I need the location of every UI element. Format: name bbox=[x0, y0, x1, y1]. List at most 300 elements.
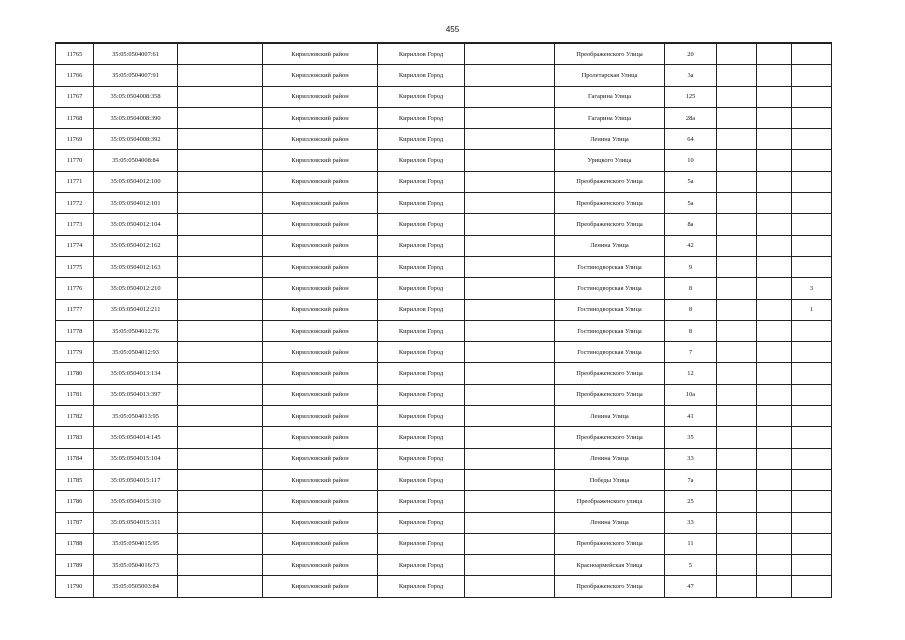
street-cell: Ленина Улица bbox=[555, 448, 665, 469]
cadastral-number-cell: 35:05:0504015:310 bbox=[94, 491, 178, 512]
row-number-cell: 11788 bbox=[56, 533, 94, 554]
district-cell: Кирилловский район bbox=[263, 278, 378, 299]
empty-cell bbox=[757, 65, 792, 86]
house-number-cell: 12 bbox=[665, 363, 717, 384]
empty-cell bbox=[178, 576, 263, 597]
district-cell: Кирилловский район bbox=[263, 469, 378, 490]
house-number-cell: 10 bbox=[665, 150, 717, 171]
settlement-cell: Кириллов Город bbox=[378, 384, 465, 405]
empty-cell bbox=[717, 427, 757, 448]
empty-cell bbox=[757, 214, 792, 235]
street-cell: Урицкого Улица bbox=[555, 150, 665, 171]
cadastral-number-cell: 35:05:0504007:91 bbox=[94, 65, 178, 86]
settlement-cell: Кириллов Город bbox=[378, 555, 465, 576]
settlement-cell: Кириллов Город bbox=[378, 576, 465, 597]
cadastral-number-cell: 35:05:0504015:117 bbox=[94, 469, 178, 490]
empty-cell bbox=[465, 512, 555, 533]
empty-cell bbox=[465, 214, 555, 235]
settlement-cell: Кириллов Город bbox=[378, 214, 465, 235]
empty-cell bbox=[717, 171, 757, 192]
row-number-cell: 11772 bbox=[56, 193, 94, 214]
table-row bbox=[56, 448, 832, 469]
empty-cell bbox=[178, 129, 263, 150]
table-row bbox=[56, 555, 832, 576]
row-number-cell: 11766 bbox=[56, 65, 94, 86]
table-row bbox=[56, 320, 832, 341]
extra-number-cell: 3 bbox=[792, 278, 832, 299]
district-cell: Кирилловский район bbox=[263, 533, 378, 554]
empty-cell bbox=[717, 278, 757, 299]
property-register-table bbox=[55, 42, 832, 598]
row-number-cell: 11771 bbox=[56, 171, 94, 192]
extra-number-cell bbox=[792, 363, 832, 384]
table-row bbox=[56, 469, 832, 490]
extra-number-cell bbox=[792, 65, 832, 86]
empty-cell bbox=[757, 171, 792, 192]
table-row bbox=[56, 65, 832, 86]
house-number-cell: 8 bbox=[665, 299, 717, 320]
street-cell: Преображенского Улица bbox=[555, 576, 665, 597]
house-number-cell: 64 bbox=[665, 129, 717, 150]
row-number-cell: 11770 bbox=[56, 150, 94, 171]
district-cell: Кирилловский район bbox=[263, 150, 378, 171]
cadastral-number-cell: 35:05:0504013:95 bbox=[94, 406, 178, 427]
extra-number-cell bbox=[792, 406, 832, 427]
empty-cell bbox=[717, 384, 757, 405]
empty-cell bbox=[717, 65, 757, 86]
empty-cell bbox=[465, 299, 555, 320]
row-number-cell: 11779 bbox=[56, 342, 94, 363]
empty-cell bbox=[717, 235, 757, 256]
empty-cell bbox=[178, 384, 263, 405]
empty-cell bbox=[717, 320, 757, 341]
empty-cell bbox=[757, 533, 792, 554]
empty-cell bbox=[178, 320, 263, 341]
cadastral-number-cell: 35:05:0504012:93 bbox=[94, 342, 178, 363]
settlement-cell: Кириллов Город bbox=[378, 491, 465, 512]
empty-cell bbox=[465, 235, 555, 256]
empty-cell bbox=[757, 342, 792, 363]
district-cell: Кирилловский район bbox=[263, 107, 378, 128]
extra-number-cell bbox=[792, 320, 832, 341]
row-number-cell: 11774 bbox=[56, 235, 94, 256]
district-cell: Кирилловский район bbox=[263, 320, 378, 341]
empty-cell bbox=[717, 256, 757, 277]
street-cell: Пролетарская Улица bbox=[555, 65, 665, 86]
district-cell: Кирилловский район bbox=[263, 555, 378, 576]
settlement-cell: Кириллов Город bbox=[378, 107, 465, 128]
cadastral-number-cell: 35:05:0504012:76 bbox=[94, 320, 178, 341]
settlement-cell: Кириллов Город bbox=[378, 86, 465, 107]
district-cell: Кирилловский район bbox=[263, 65, 378, 86]
house-number-cell: 35 bbox=[665, 427, 717, 448]
empty-cell bbox=[757, 363, 792, 384]
empty-cell bbox=[717, 469, 757, 490]
empty-cell bbox=[178, 555, 263, 576]
street-cell: Преображенского Улица bbox=[555, 363, 665, 384]
street-cell: Гостинодворская Улица bbox=[555, 278, 665, 299]
district-cell: Кирилловский район bbox=[263, 491, 378, 512]
empty-cell bbox=[178, 86, 263, 107]
empty-cell bbox=[465, 150, 555, 171]
extra-number-cell bbox=[792, 555, 832, 576]
empty-cell bbox=[717, 43, 757, 65]
extra-number-cell bbox=[792, 342, 832, 363]
settlement-cell: Кириллов Город bbox=[378, 512, 465, 533]
empty-cell bbox=[178, 214, 263, 235]
empty-cell bbox=[757, 427, 792, 448]
house-number-cell: 47 bbox=[665, 576, 717, 597]
table-row bbox=[56, 43, 832, 65]
street-cell: Преображенского Улица bbox=[555, 384, 665, 405]
empty-cell bbox=[757, 469, 792, 490]
district-cell: Кирилловский район bbox=[263, 363, 378, 384]
empty-cell bbox=[465, 406, 555, 427]
empty-cell bbox=[757, 86, 792, 107]
table-row bbox=[56, 278, 832, 299]
row-number-cell: 11775 bbox=[56, 256, 94, 277]
house-number-cell: 9 bbox=[665, 256, 717, 277]
district-cell: Кирилловский район bbox=[263, 235, 378, 256]
district-cell: Кирилловский район bbox=[263, 129, 378, 150]
empty-cell bbox=[757, 491, 792, 512]
table-row bbox=[56, 193, 832, 214]
district-cell: Кирилловский район bbox=[263, 576, 378, 597]
empty-cell bbox=[178, 448, 263, 469]
house-number-cell: 42 bbox=[665, 235, 717, 256]
cadastral-number-cell: 35:05:0504012:210 bbox=[94, 278, 178, 299]
table-row bbox=[56, 576, 832, 597]
empty-cell bbox=[717, 193, 757, 214]
empty-cell bbox=[757, 512, 792, 533]
extra-number-cell bbox=[792, 469, 832, 490]
settlement-cell: Кириллов Город bbox=[378, 65, 465, 86]
empty-cell bbox=[717, 86, 757, 107]
house-number-cell: 8 bbox=[665, 320, 717, 341]
district-cell: Кирилловский район bbox=[263, 256, 378, 277]
empty-cell bbox=[465, 86, 555, 107]
settlement-cell: Кириллов Город bbox=[378, 406, 465, 427]
extra-number-cell bbox=[792, 107, 832, 128]
extra-number-cell bbox=[792, 214, 832, 235]
empty-cell bbox=[717, 129, 757, 150]
table-row bbox=[56, 107, 832, 128]
empty-cell bbox=[178, 469, 263, 490]
empty-cell bbox=[465, 448, 555, 469]
row-number-cell: 11781 bbox=[56, 384, 94, 405]
cadastral-number-cell: 35:05:0504012:104 bbox=[94, 214, 178, 235]
empty-cell bbox=[178, 512, 263, 533]
row-number-cell: 11785 bbox=[56, 469, 94, 490]
street-cell: Преображенского Улица bbox=[555, 214, 665, 235]
street-cell: Преображенского Улица bbox=[555, 43, 665, 65]
street-cell: Преображенского Улица bbox=[555, 533, 665, 554]
empty-cell bbox=[465, 256, 555, 277]
empty-cell bbox=[717, 448, 757, 469]
cadastral-number-cell: 35:05:0504012:163 bbox=[94, 256, 178, 277]
cadastral-number-cell: 35:05:0504015:311 bbox=[94, 512, 178, 533]
table-row bbox=[56, 86, 832, 107]
empty-cell bbox=[178, 256, 263, 277]
cadastral-number-cell: 35:05:0504016:73 bbox=[94, 555, 178, 576]
settlement-cell: Кириллов Город bbox=[378, 43, 465, 65]
district-cell: Кирилловский район bbox=[263, 214, 378, 235]
row-number-cell: 11789 bbox=[56, 555, 94, 576]
row-number-cell: 11790 bbox=[56, 576, 94, 597]
empty-cell bbox=[178, 193, 263, 214]
table-row bbox=[56, 491, 832, 512]
extra-number-cell bbox=[792, 129, 832, 150]
extra-number-cell bbox=[792, 193, 832, 214]
empty-cell bbox=[178, 363, 263, 384]
cadastral-number-cell: 35:05:0504012:100 bbox=[94, 171, 178, 192]
empty-cell bbox=[178, 342, 263, 363]
extra-number-cell bbox=[792, 448, 832, 469]
empty-cell bbox=[465, 533, 555, 554]
empty-cell bbox=[178, 299, 263, 320]
house-number-cell: 5 bbox=[665, 555, 717, 576]
table-row bbox=[56, 427, 832, 448]
extra-number-cell bbox=[792, 150, 832, 171]
empty-cell bbox=[178, 171, 263, 192]
extra-number-cell bbox=[792, 235, 832, 256]
house-number-cell: 20 bbox=[665, 43, 717, 65]
house-number-cell: 10а bbox=[665, 384, 717, 405]
settlement-cell: Кириллов Город bbox=[378, 427, 465, 448]
empty-cell bbox=[465, 320, 555, 341]
cadastral-number-cell: 35:05:0504014:145 bbox=[94, 427, 178, 448]
street-cell: Победы Улица bbox=[555, 469, 665, 490]
empty-cell bbox=[465, 171, 555, 192]
district-cell: Кирилловский район bbox=[263, 427, 378, 448]
empty-cell bbox=[465, 65, 555, 86]
row-number-cell: 11780 bbox=[56, 363, 94, 384]
house-number-cell: 7 bbox=[665, 342, 717, 363]
empty-cell bbox=[757, 107, 792, 128]
cadastral-number-cell: 35:05:0504007:61 bbox=[94, 43, 178, 65]
table-row bbox=[56, 150, 832, 171]
cadastral-number-cell: 35:05:0504008:392 bbox=[94, 129, 178, 150]
extra-number-cell: 1 bbox=[792, 299, 832, 320]
house-number-cell: 125 bbox=[665, 86, 717, 107]
extra-number-cell bbox=[792, 491, 832, 512]
settlement-cell: Кириллов Город bbox=[378, 320, 465, 341]
empty-cell bbox=[178, 406, 263, 427]
settlement-cell: Кириллов Город bbox=[378, 299, 465, 320]
settlement-cell: Кириллов Город bbox=[378, 342, 465, 363]
street-cell: Преображенского Улица bbox=[555, 193, 665, 214]
cadastral-number-cell: 35:05:0504013:134 bbox=[94, 363, 178, 384]
table-row bbox=[56, 384, 832, 405]
empty-cell bbox=[178, 65, 263, 86]
cadastral-number-cell: 35:05:0504013:397 bbox=[94, 384, 178, 405]
extra-number-cell bbox=[792, 427, 832, 448]
table-row bbox=[56, 235, 832, 256]
cadastral-number-cell: 35:05:0504012:162 bbox=[94, 235, 178, 256]
settlement-cell: Кириллов Город bbox=[378, 469, 465, 490]
street-cell: Гагарина Улица bbox=[555, 86, 665, 107]
empty-cell bbox=[178, 43, 263, 65]
district-cell: Кирилловский район bbox=[263, 299, 378, 320]
street-cell: Ленина Улица bbox=[555, 406, 665, 427]
district-cell: Кирилловский район bbox=[263, 43, 378, 65]
table-row bbox=[56, 406, 832, 427]
empty-cell bbox=[717, 363, 757, 384]
empty-cell bbox=[757, 555, 792, 576]
empty-cell bbox=[178, 278, 263, 299]
house-number-cell: 5а bbox=[665, 171, 717, 192]
table-row bbox=[56, 129, 832, 150]
empty-cell bbox=[178, 235, 263, 256]
cadastral-number-cell: 35:05:0504015:104 bbox=[94, 448, 178, 469]
empty-cell bbox=[465, 427, 555, 448]
house-number-cell: 28а bbox=[665, 107, 717, 128]
row-number-cell: 11782 bbox=[56, 406, 94, 427]
settlement-cell: Кириллов Город bbox=[378, 235, 465, 256]
house-number-cell: 8а bbox=[665, 214, 717, 235]
table-row bbox=[56, 342, 832, 363]
district-cell: Кирилловский район bbox=[263, 406, 378, 427]
street-cell: Красноармейская Улица bbox=[555, 555, 665, 576]
extra-number-cell bbox=[792, 576, 832, 597]
extra-number-cell bbox=[792, 171, 832, 192]
empty-cell bbox=[717, 555, 757, 576]
empty-cell bbox=[465, 363, 555, 384]
empty-cell bbox=[757, 129, 792, 150]
table-row bbox=[56, 533, 832, 554]
empty-cell bbox=[465, 43, 555, 65]
cadastral-number-cell: 35:05:0505003:84 bbox=[94, 576, 178, 597]
house-number-cell: 33 bbox=[665, 512, 717, 533]
table-row bbox=[56, 299, 832, 320]
page-number: 455 bbox=[445, 25, 460, 34]
empty-cell bbox=[178, 491, 263, 512]
street-cell: Гостинодворская Улица bbox=[555, 299, 665, 320]
cadastral-number-cell: 35:05:0504012:101 bbox=[94, 193, 178, 214]
empty-cell bbox=[757, 235, 792, 256]
row-number-cell: 11778 bbox=[56, 320, 94, 341]
row-number-cell: 11767 bbox=[56, 86, 94, 107]
cadastral-number-cell: 35:05:0504015:95 bbox=[94, 533, 178, 554]
district-cell: Кирилловский район bbox=[263, 86, 378, 107]
empty-cell bbox=[757, 150, 792, 171]
settlement-cell: Кириллов Город bbox=[378, 256, 465, 277]
extra-number-cell bbox=[792, 512, 832, 533]
empty-cell bbox=[757, 406, 792, 427]
table-row bbox=[56, 256, 832, 277]
district-cell: Кирилловский район bbox=[263, 512, 378, 533]
house-number-cell: 7а bbox=[665, 469, 717, 490]
table-body bbox=[56, 43, 832, 597]
empty-cell bbox=[717, 576, 757, 597]
row-number-cell: 11786 bbox=[56, 491, 94, 512]
house-number-cell: 33 bbox=[665, 448, 717, 469]
empty-cell bbox=[717, 342, 757, 363]
empty-cell bbox=[465, 555, 555, 576]
street-cell: Ленина Улица bbox=[555, 129, 665, 150]
settlement-cell: Кириллов Город bbox=[378, 533, 465, 554]
street-cell: Гостинодворская Улица bbox=[555, 320, 665, 341]
extra-number-cell bbox=[792, 384, 832, 405]
row-number-cell: 11777 bbox=[56, 299, 94, 320]
empty-cell bbox=[465, 107, 555, 128]
street-cell: Преображенского Улица bbox=[555, 171, 665, 192]
row-number-cell: 11776 bbox=[56, 278, 94, 299]
empty-cell bbox=[178, 107, 263, 128]
cadastral-number-cell: 35:05:0504008:358 bbox=[94, 86, 178, 107]
street-cell: Преображенского Улица bbox=[555, 427, 665, 448]
empty-cell bbox=[757, 43, 792, 65]
extra-number-cell bbox=[792, 43, 832, 65]
row-number-cell: 11787 bbox=[56, 512, 94, 533]
empty-cell bbox=[717, 107, 757, 128]
house-number-cell: 25 bbox=[665, 491, 717, 512]
table-row bbox=[56, 171, 832, 192]
district-cell: Кирилловский район bbox=[263, 171, 378, 192]
street-cell: Преображенского улица bbox=[555, 491, 665, 512]
empty-cell bbox=[465, 193, 555, 214]
empty-cell bbox=[717, 512, 757, 533]
empty-cell bbox=[465, 278, 555, 299]
district-cell: Кирилловский район bbox=[263, 448, 378, 469]
empty-cell bbox=[465, 129, 555, 150]
house-number-cell: 11 bbox=[665, 533, 717, 554]
street-cell: Ленина Улица bbox=[555, 235, 665, 256]
empty-cell bbox=[717, 214, 757, 235]
empty-cell bbox=[717, 491, 757, 512]
district-cell: Кирилловский район bbox=[263, 384, 378, 405]
table-row bbox=[56, 363, 832, 384]
extra-number-cell bbox=[792, 256, 832, 277]
street-cell: Гостинодворская Улица bbox=[555, 256, 665, 277]
row-number-cell: 11784 bbox=[56, 448, 94, 469]
cadastral-number-cell: 35:05:0504008:84 bbox=[94, 150, 178, 171]
empty-cell bbox=[465, 491, 555, 512]
empty-cell bbox=[465, 469, 555, 490]
empty-cell bbox=[465, 576, 555, 597]
empty-cell bbox=[717, 150, 757, 171]
settlement-cell: Кириллов Город bbox=[378, 171, 465, 192]
row-number-cell: 11783 bbox=[56, 427, 94, 448]
settlement-cell: Кириллов Город bbox=[378, 129, 465, 150]
street-cell: Гостинодворская Улица bbox=[555, 342, 665, 363]
settlement-cell: Кириллов Город bbox=[378, 150, 465, 171]
street-cell: Гагарина Улица bbox=[555, 107, 665, 128]
empty-cell bbox=[465, 342, 555, 363]
settlement-cell: Кириллов Город bbox=[378, 278, 465, 299]
row-number-cell: 11768 bbox=[56, 107, 94, 128]
settlement-cell: Кириллов Город bbox=[378, 363, 465, 384]
empty-cell bbox=[757, 299, 792, 320]
district-cell: Кирилловский район bbox=[263, 342, 378, 363]
house-number-cell: 41 bbox=[665, 406, 717, 427]
empty-cell bbox=[717, 533, 757, 554]
empty-cell bbox=[757, 576, 792, 597]
cadastral-number-cell: 35:05:0504012:211 bbox=[94, 299, 178, 320]
empty-cell bbox=[178, 533, 263, 554]
house-number-cell: 5а bbox=[665, 193, 717, 214]
street-cell: Ленина Улица bbox=[555, 512, 665, 533]
empty-cell bbox=[465, 384, 555, 405]
settlement-cell: Кириллов Город bbox=[378, 193, 465, 214]
extra-number-cell bbox=[792, 86, 832, 107]
empty-cell bbox=[757, 193, 792, 214]
empty-cell bbox=[757, 320, 792, 341]
district-cell: Кирилловский район bbox=[263, 193, 378, 214]
empty-cell bbox=[757, 384, 792, 405]
row-number-cell: 11765 bbox=[56, 43, 94, 65]
empty-cell bbox=[717, 299, 757, 320]
